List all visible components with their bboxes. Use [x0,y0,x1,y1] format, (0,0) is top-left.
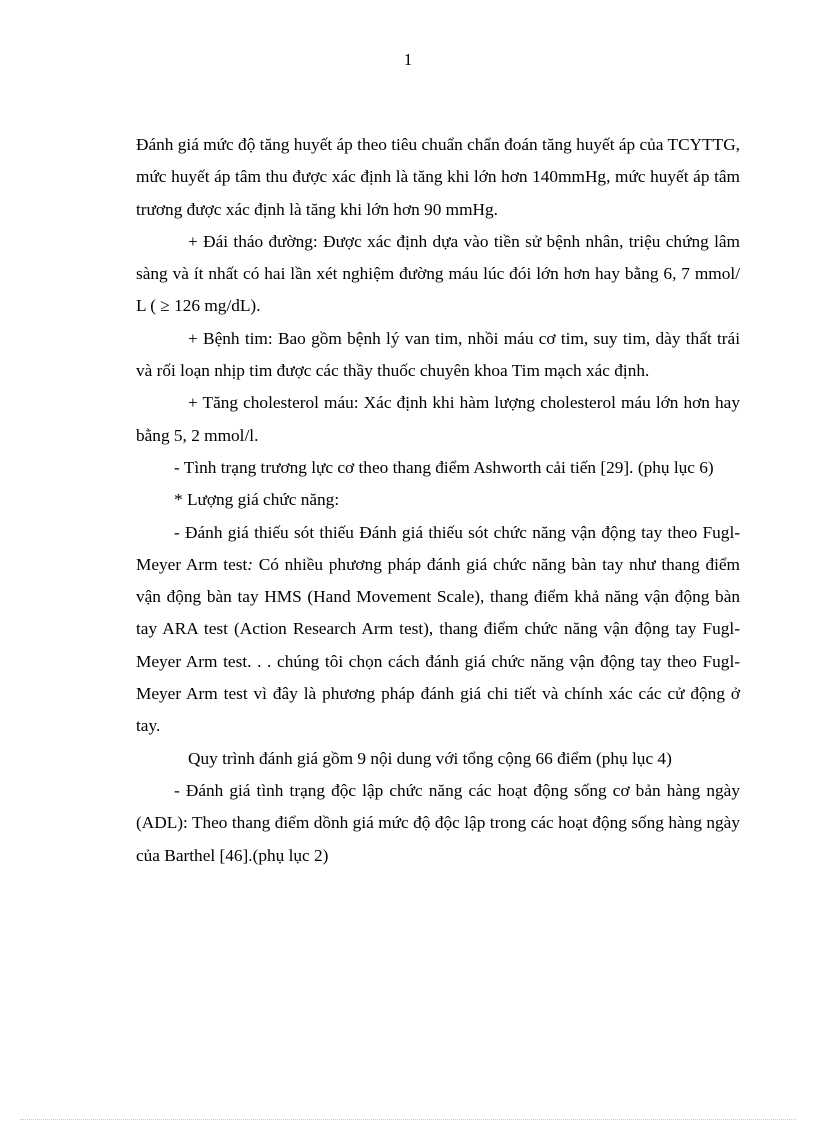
paragraph-heart-disease: + Bệnh tim: Bao gồm bệnh lý van tim, nhồi máu cơ tim, suy tim, dày thất trái và rối loạn nhịp tim được các thầy thuốc chuyên khoa Tim mạch xác định. [136,328,740,381]
paragraph-adl: - Đánh giá tình trạng độc lập chức năng các hoạt động sống cơ bản hàng ngày (ADL): Theo thang điểm dồnh giá mức độ độc lập trong các hoạt động sống hàng ngày của Barthel [46].(phụ lục 2) [136,780,740,865]
paragraph-bp-assessment: Đánh giá mức độ tăng huyết áp theo tiêu chuẩn chẩn đoán tăng huyết áp của TCYTTG, mức huyết áp tâm thu được xác định là tăng khi lớn hơn 140mmHg, mức huyết áp tâm trương được xác định là tăng khi lớn hơn 90 mmHg. [136,135,740,219]
paragraph-fugl-meyer [136,517,740,743]
paragraph-diabetes: + Đái tháo đường: Được xác định dựa vào tiền sử bệnh nhân, triệu chứng lâm sàng và ít nhất có hai lần xét nghiệm đường máu lúc đói lớn hơn hay bằng 6, 7 mmol/ L ( ≥ 126 mg/dL). [136,231,740,316]
page-bottom-divider [20,1119,796,1120]
document-body [136,129,740,872]
paragraph-procedure: Quy trình đánh giá gồm 9 nội dung với tổng cộng 66 điểm (phụ lục 4) [188,748,672,768]
fugl-meyer-colon: : [247,554,254,574]
fugl-meyer-text-part2: Có nhiều phương pháp đánh giá chức năng bàn tay như thang điểm vận động bàn tay HMS (Hand Movement Scale), thang điểm khả năng vận động bàn tay ARA test (Action Research Arm test), thang điểm chức năng vận động tay Fugl- Meyer Arm test. . . chúng tôi chọn cách đánh giá chức năng vận động tay theo Fugl- Meyer Arm test vì đây là phương pháp đánh giá chi tiết và chính xác các cử động ở tay. [136,554,741,736]
fugl-meyer-text-part1: - Đánh giá thiếu sót thiếu Đánh giá thiếu sót chức năng vận động tay theo Fugl- Meyer Arm test [136,522,740,574]
page-number: 1 [403,50,413,69]
paragraph-muscle-tone: - Tình trạng trương lực cơ theo thang điểm Ashworth cải tiến [29]. (phụ lục 6) [174,457,714,477]
paragraph-cholesterol: + Tăng cholesterol máu: Xác định khi hàm lượng cholesterol máu lớn hơn hay bằng 5, 2 mmol/l. [136,393,740,445]
paragraph-function-heading: * Lượng giá chức năng: [174,490,340,510]
